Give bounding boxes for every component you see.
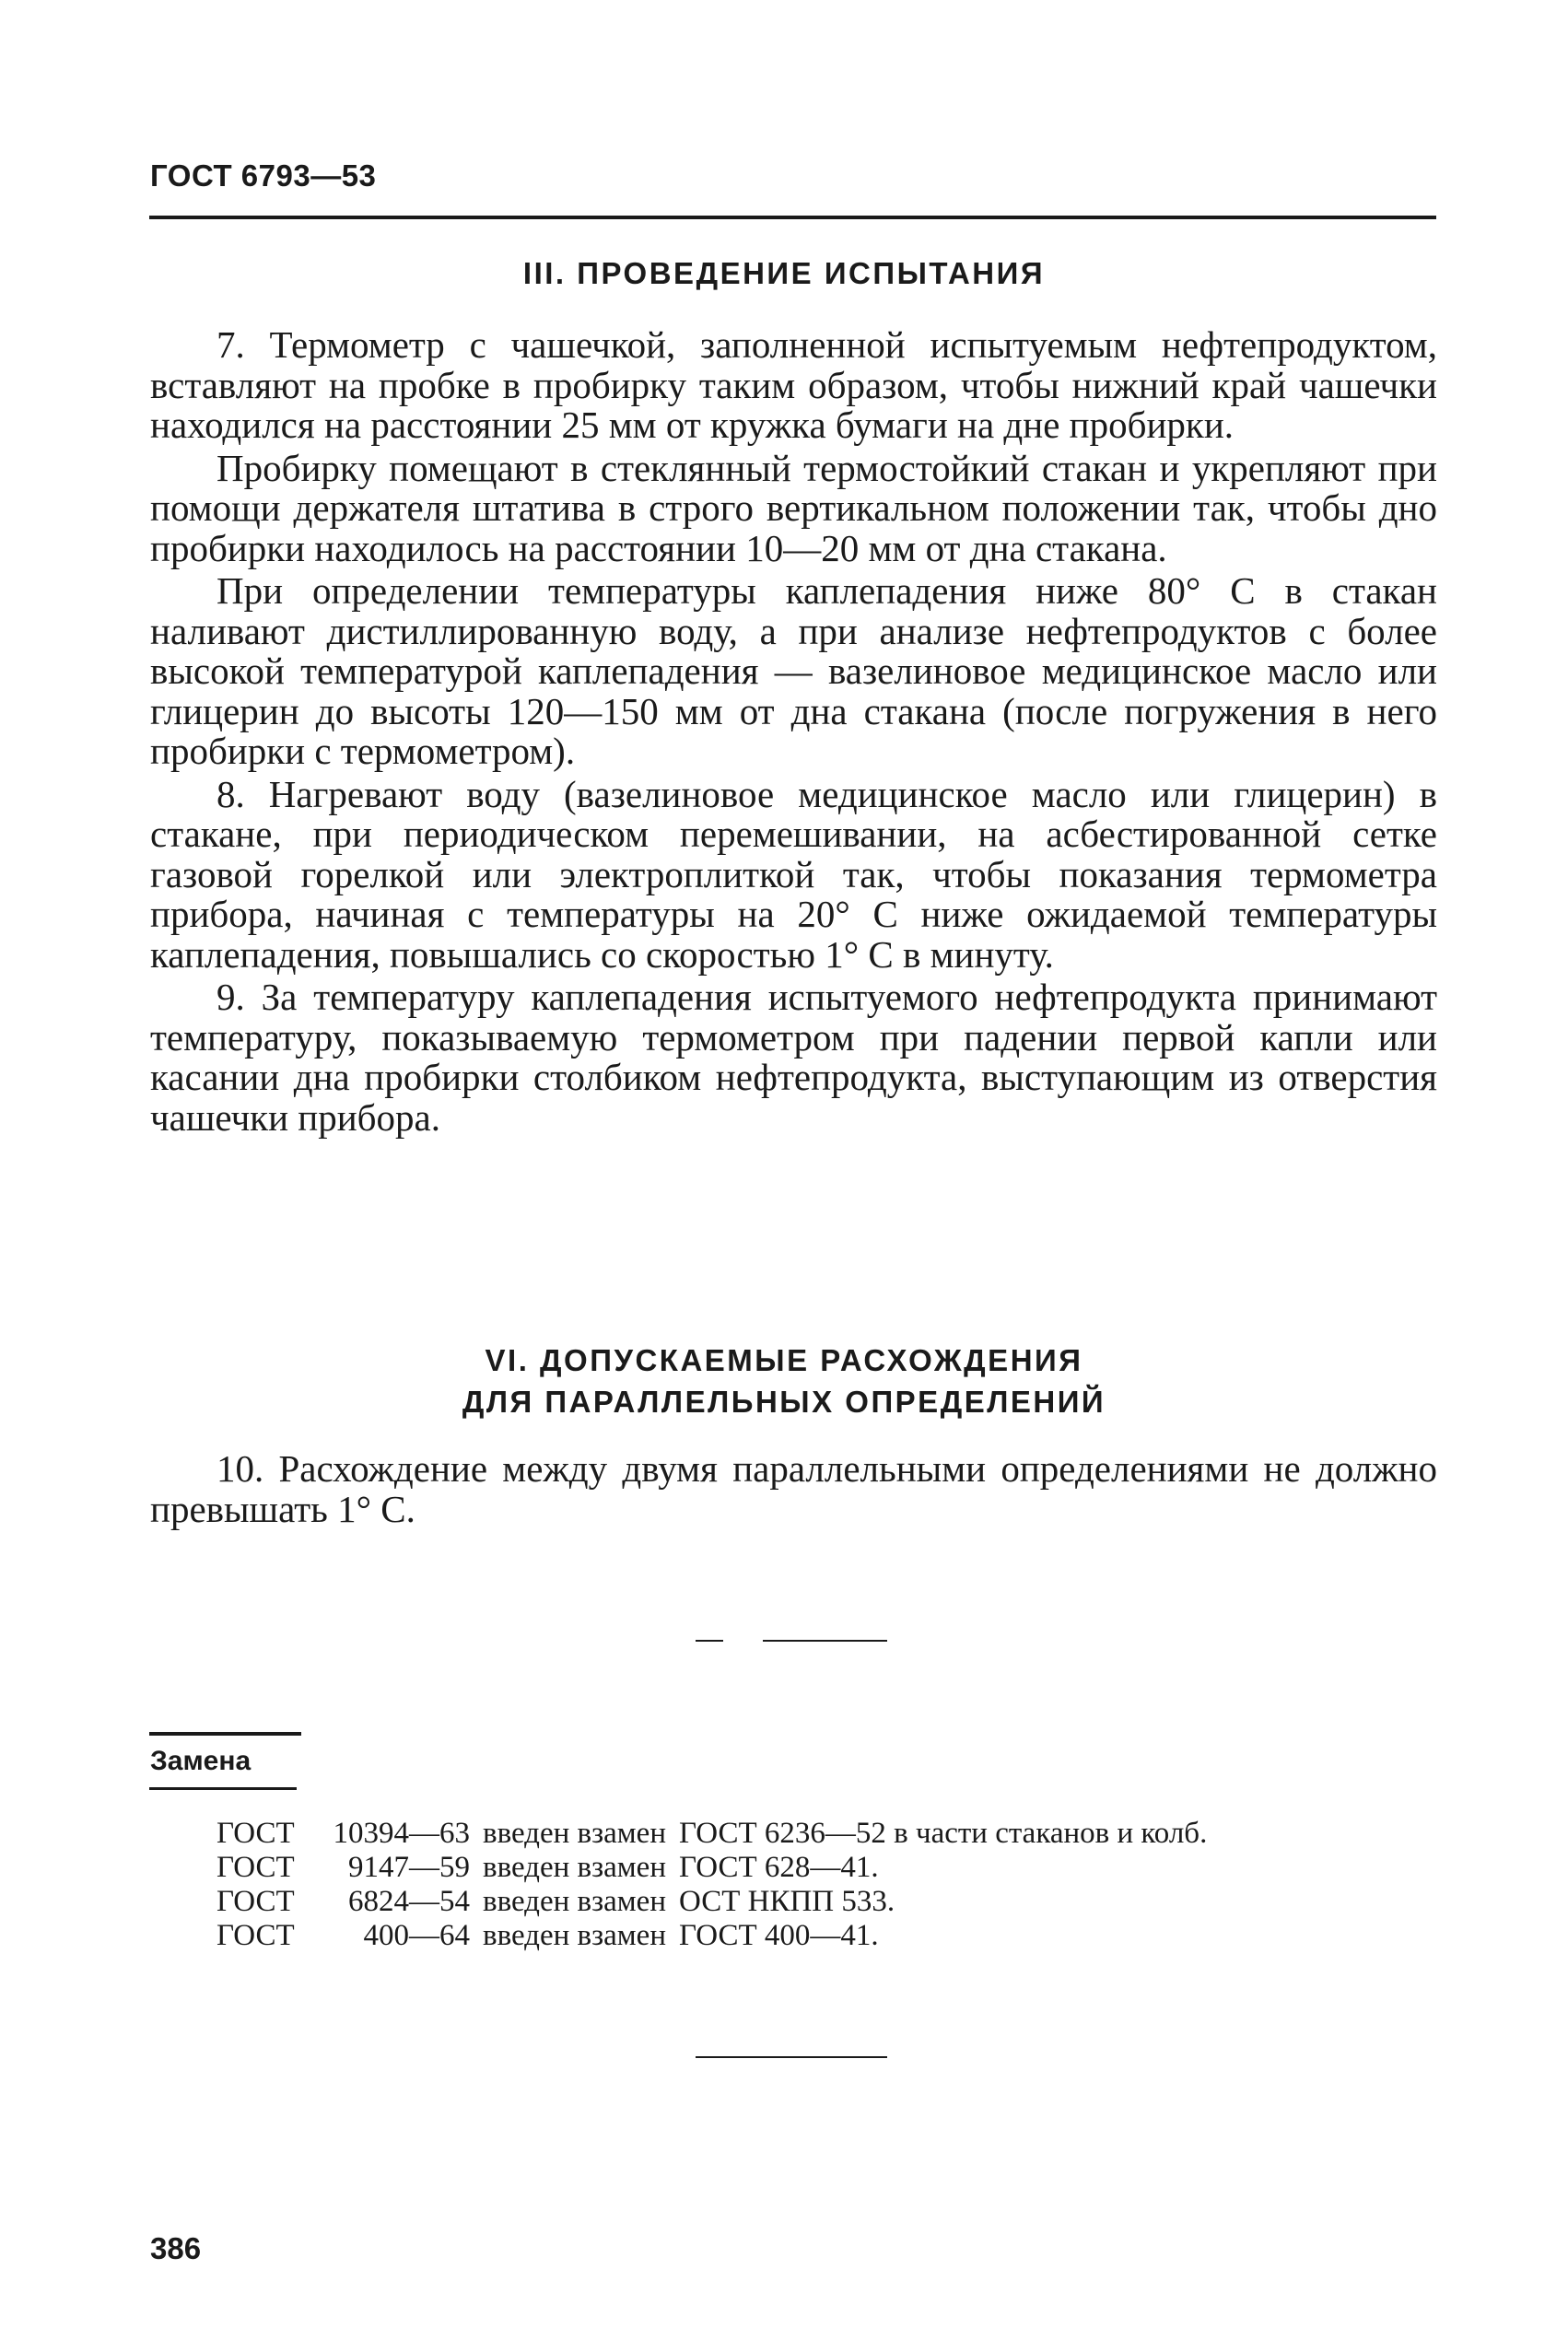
table-row <box>216 1919 1207 1953</box>
table-cell-action: введен взамен <box>483 1817 666 1850</box>
table-row <box>216 1885 1207 1919</box>
document-code: ГОСТ 6793—53 <box>150 158 377 193</box>
section-6-heading-line-1: VI. ДОПУСКАЕМЫЕ РАСХОЖДЕНИЯ <box>485 1343 1083 1377</box>
paragraph-7: 7. Термометр с чашечкой, заполненной испытуемым нефтепродуктом, вставляют на пробке в пробирку таким образом, чтобы нижний край чашечки находился на расстоянии 25 мм от кружка бумаги на дне пробирки. <box>150 323 1437 446</box>
separator-dash-short <box>696 1640 723 1642</box>
table-row <box>216 1817 1207 1851</box>
paragraph-7-liquid: При определении температуры каплепадения ниже 80° С в стакан наливают дистиллированную воду, а при анализе нефтепродуктов с более высокой температурой каплепадения — вазелиновое медицинское масло или глицерин до высоты 120—150 мм от дна стакана (после погружения в него пробирки с термометром). <box>150 569 1437 772</box>
table-cell-replaced: ГОСТ 6236—52 в части стаканов и колб. <box>678 1817 1208 1850</box>
section-3-body <box>150 325 1437 1141</box>
table-cell-number: 10394—63 <box>333 1817 470 1850</box>
replacement-rule-bottom <box>149 1787 297 1790</box>
paragraph-9: 9. За температуру каплепадения испытуемого нефтепродукта принимают температуру, показываемую термометром при падении первой капли или касании дна пробирки столбиком нефтепродукта, выступающим из отверстия чашечки прибора. <box>150 976 1437 1139</box>
header-divider <box>149 216 1436 219</box>
table-cell-number: 9147—59 <box>348 1851 470 1884</box>
table-cell-action: введен взамен <box>483 1851 666 1884</box>
section-6-heading-line-2: ДЛЯ ПАРАЛЛЕЛЬНЫХ ОПРЕДЕЛЕНИЙ <box>462 1385 1106 1419</box>
table-cell-standard: ГОСТ <box>216 1919 295 1952</box>
paragraph-7-vial: Пробирку помещают в стеклянный термостойкий стакан и укрепляют при помощи держателя штатива в строго вертикальном положении так, чтобы дно пробирки находилось на расстоянии 10—20 мм от дна стакана. <box>150 446 1437 569</box>
table-cell-standard: ГОСТ <box>216 1885 295 1918</box>
table-cell-number: 6824—54 <box>348 1885 470 1918</box>
separator-dash-long <box>763 1640 887 1642</box>
replacement-label: Замена <box>150 1746 252 1776</box>
replacement-table <box>216 1817 1207 1953</box>
table-cell-standard: ГОСТ <box>216 1851 295 1884</box>
table-cell-replaced: ГОСТ 400—41. <box>678 1919 879 1952</box>
table-cell-action: введен взамен <box>483 1885 666 1918</box>
section-3-heading: III. ПРОВЕДЕНИЕ ИСПЫТАНИЯ <box>522 256 1046 290</box>
bottom-separator <box>696 2056 887 2058</box>
paragraph-8: 8. Нагревают воду (вазелиновое медицинское масло или глицерин) в стакане, при периодическом перемешивании, на асбестированной сетке газовой горелкой или электроплиткой так, чтобы показания термометра прибора, начиная с температуры на 20° С ниже ожидаемой температуры каплепадения, повышались со скоростью 1° С в минуту. <box>150 772 1437 976</box>
page-number: 386 <box>150 2231 202 2265</box>
table-cell-replaced: ОСТ НКПП 533. <box>678 1885 895 1918</box>
table-row <box>216 1851 1207 1885</box>
table-cell-standard: ГОСТ <box>216 1817 295 1850</box>
table-cell-action: введен взамен <box>483 1919 666 1952</box>
replacement-rule-top <box>149 1732 301 1736</box>
table-cell-number: 400—64 <box>363 1919 470 1952</box>
section-6-body <box>150 1449 1437 1532</box>
table-cell-replaced: ГОСТ 628—41. <box>678 1851 879 1884</box>
paragraph-10: 10. Расхождение между двумя параллельными определениями не должно превышать 1° С. <box>150 1447 1437 1530</box>
